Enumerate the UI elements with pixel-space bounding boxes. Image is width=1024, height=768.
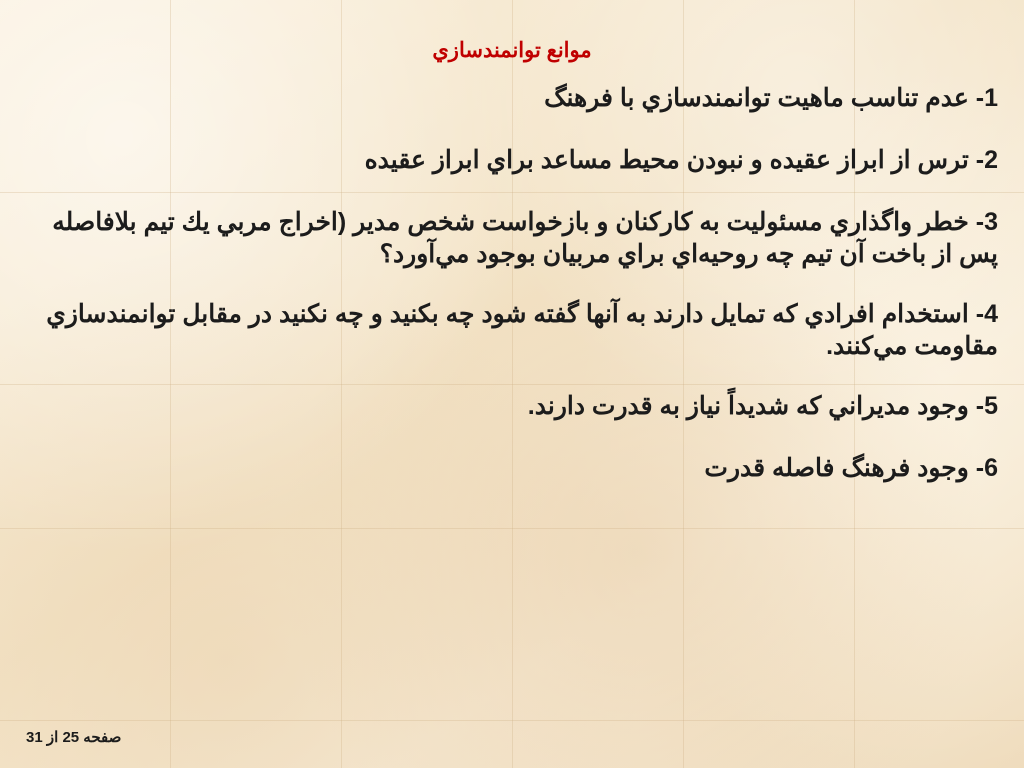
page-number: صفحه 25 از 31: [26, 729, 122, 746]
texture-seam: [0, 528, 1024, 529]
list-item: 6- وجود فرهنگ فاصله قدرت: [704, 454, 998, 482]
list-item: 4- استخدام افرادي كه تمايل دارند به آنها گفته شود چه بكنيد و چه نكنيد در مقابل توانمندسازي مقاومت مي‌كنند.: [46, 300, 998, 360]
slide-title: موانع توانمندسازي: [432, 39, 592, 62]
list-item: 5- وجود مديراني كه شديداً نياز به قدرت دارند.: [527, 392, 998, 420]
slide-body: [26, 82, 998, 484]
list-item: 3- خطر واگذاري مسئوليت به كاركنان و بازخواست شخص مدير (اخراج مربي يك تيم بلافاصله پس از باخت آن تيم چه روحيه‌اي براي مربيان بوجود مي‌آورد؟: [52, 208, 998, 268]
list-item: 1- عدم تناسب ماهيت توانمندسازي با فرهنگ: [544, 84, 998, 112]
list-item: 2- ترس از ابراز عقيده و نبودن محيط مساعد براي ابراز عقيده: [364, 146, 998, 174]
texture-seam: [0, 720, 1024, 721]
